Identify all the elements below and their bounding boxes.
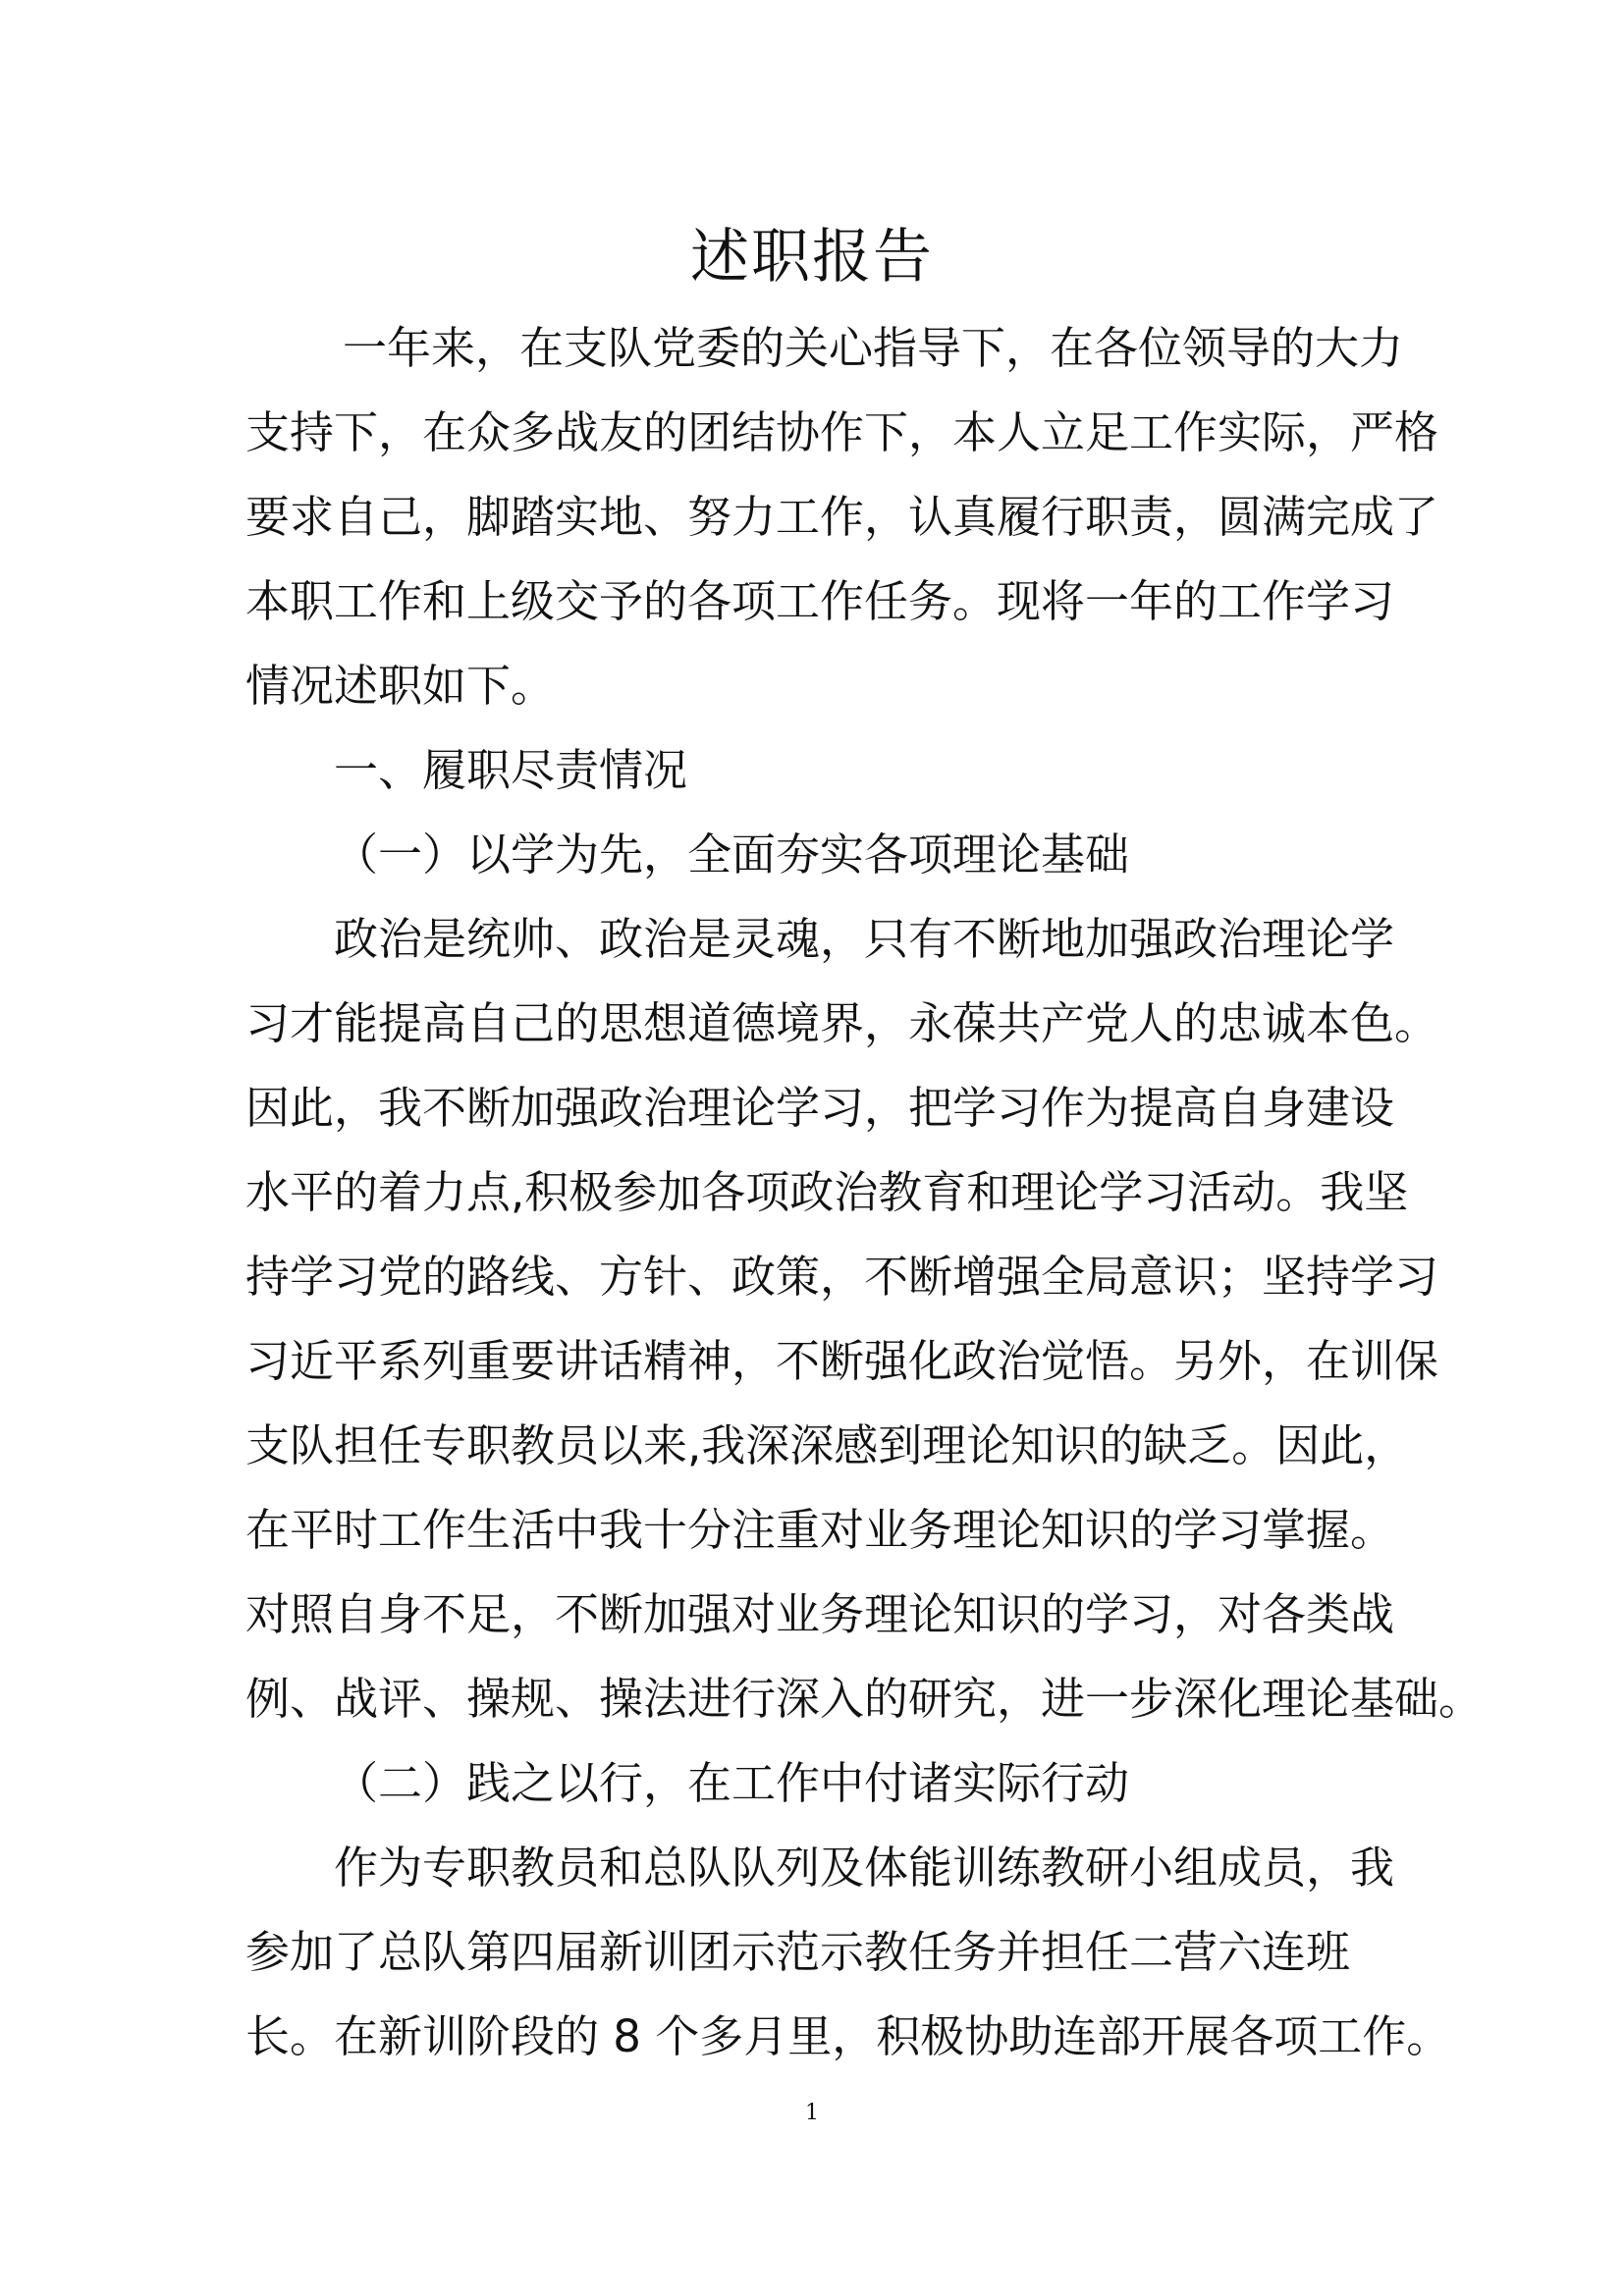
section-heading: 一、履职尽责情况 xyxy=(334,744,688,796)
paragraph-line: 政治是统帅、政治是灵魂，只有不断地加强政治理论学 xyxy=(334,913,1395,965)
paragraph-line: 水平的着力点,积极参加各项政治教育和理论学习活动。我坚 xyxy=(245,1166,1409,1218)
subsection-heading: （一）以学为先，全面夯实各项理论基础 xyxy=(334,828,1130,881)
paragraph-line: 因此，我不断加强政治理论学习，把学习作为提高自身建设 xyxy=(245,1082,1395,1134)
page-number: 1 xyxy=(805,2101,819,2125)
paragraph-line: 习才能提高自己的思想道德境界，永葆共产党人的忠诚本色。 xyxy=(245,997,1439,1049)
paragraph-line: 情况述职如下。 xyxy=(245,660,556,712)
paragraph-line: 对照自身不足，不断加强对业务理论知识的学习，对各类战 xyxy=(245,1588,1395,1640)
document-title: 述职报告 xyxy=(690,223,934,292)
paragraph-line: 一年来，在支队党委的关心指导下，在各位领导的大力 xyxy=(343,322,1404,374)
paragraph-line: 习近平系列重要讲话精神，不断强化政治觉悟。另外，在训保 xyxy=(245,1335,1439,1387)
paragraph-line: 例、战评、操规、操法进行深入的研究，进一步深化理论基础。 xyxy=(245,1673,1484,1725)
paragraph-line: 持学习党的路线、方针、政策，不断增强全局意识；坚持学习 xyxy=(245,1251,1439,1303)
paragraph-line: 要求自己，脚踏实地、努力工作，认真履行职责，圆满完成了 xyxy=(245,491,1439,543)
paragraph-line: 支队担任专职教员以来,我深深感到理论知识的缺乏。因此， xyxy=(245,1419,1409,1471)
paragraph-line: 作为专职教员和总队队列及体能训练教研小组成员，我 xyxy=(334,1842,1395,1894)
paragraph-line: 在平时工作生活中我十分注重对业务理论知识的学习掌握。 xyxy=(245,1504,1395,1556)
subsection-heading: （二）践之以行，在工作中付诸实际行动 xyxy=(334,1757,1130,1809)
paragraph-line: 参加了总队第四届新训团示范示教任务并担任二营六连班 xyxy=(245,1926,1351,1978)
paragraph-line: 本职工作和上级交予的各项工作任务。现将一年的工作学习 xyxy=(245,575,1395,627)
paragraph-line: 支持下，在众多战友的团结协作下，本人立足工作实际，严格 xyxy=(245,406,1439,458)
paragraph-line: 长。在新训阶段的 8 个多月里，积极协助连部开展各项工作。 xyxy=(245,2010,1451,2062)
